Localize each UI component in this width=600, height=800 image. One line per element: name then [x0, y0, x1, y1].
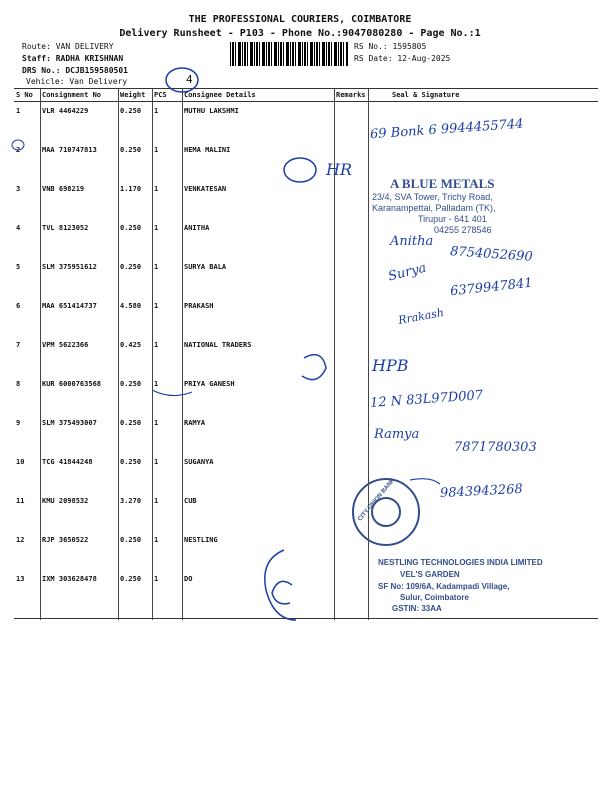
- cell-sno: 8: [16, 380, 21, 388]
- cell-consignee: MUTHU LAKSHMI: [184, 107, 239, 115]
- signature-row5a: Surya: [386, 260, 428, 285]
- cell-pcs: 1: [154, 146, 159, 154]
- signature-row4a: Anitha: [390, 234, 434, 249]
- cell-sno: 1: [16, 107, 21, 115]
- stamp-nestling-line2: SF No: 109/6A, Kadampadi Village,: [378, 582, 510, 591]
- cell-consignment-no: IXM 303628478: [42, 575, 97, 583]
- signature-row4b: 8754052690: [449, 244, 534, 265]
- cell-pcs: 1: [154, 341, 159, 349]
- cell-sno: 5: [16, 263, 21, 271]
- rs-date-label: RS Date:: [354, 54, 393, 63]
- stamp-metals-line3: Tirupur - 641 401: [418, 214, 487, 224]
- cell-pcs: 1: [154, 107, 159, 115]
- cell-sno: 9: [16, 419, 21, 427]
- rs-date-value: 12-Aug-2025: [397, 54, 451, 63]
- drs-label: DRS No.:: [22, 66, 61, 75]
- cell-consignment-no: TVL 8123052: [42, 224, 89, 232]
- cell-sno: 10: [16, 458, 25, 466]
- signature-row1: 69 Bonk 6 9944455744: [369, 116, 524, 143]
- cell-consignee: NATIONAL TRADERS: [184, 341, 252, 349]
- cell-sno: 4: [16, 224, 21, 232]
- stamp-nestling-line1: VEL'S GARDEN: [400, 570, 460, 579]
- cell-weight: 0.250: [120, 419, 142, 427]
- drs-value: DCJB159580501: [65, 66, 128, 75]
- cell-weight: 0.250: [120, 107, 142, 115]
- company-title: THE PROFESSIONAL COURIERS, COIMBATORE: [188, 14, 412, 25]
- cell-consignment-no: KMU 2098532: [42, 497, 89, 505]
- signature-row5b: 6379947841: [449, 275, 534, 300]
- cell-consignment-no: MAA 710747813: [42, 146, 97, 154]
- circle-mark: [166, 68, 198, 92]
- cell-pcs: 1: [154, 458, 159, 466]
- col-header-weight: Weight: [118, 89, 152, 102]
- circle-mark: [284, 158, 316, 182]
- cell-weight: 0.250: [120, 575, 142, 583]
- stamp-metals-line2: Karanampettai, Palladam (TK),: [372, 203, 496, 213]
- staff-label: Staff:: [22, 54, 51, 63]
- cell-consignee: CUB: [184, 497, 197, 505]
- cell-consignment-no: MAA 651414737: [42, 302, 97, 310]
- cell-weight: 0.425: [120, 341, 142, 349]
- cell-pcs: 1: [154, 575, 159, 583]
- circled-number: 4: [186, 73, 193, 86]
- cell-pcs: 1: [154, 497, 159, 505]
- underline-mark: [152, 390, 192, 396]
- route-label: Route:: [22, 42, 51, 51]
- cell-consignment-no: TCG 41844248: [42, 458, 93, 466]
- col-header-consignment: Consignment No: [40, 89, 118, 102]
- cell-weight: 0.250: [120, 536, 142, 544]
- rs-no-label: RS No.:: [354, 42, 388, 51]
- signature-row10: 9843943268: [439, 481, 524, 502]
- col-header-pcs: PCS: [152, 89, 182, 102]
- vehicle-label: Vehicle:: [26, 77, 65, 86]
- cell-consignee: SUGANYA: [184, 458, 214, 466]
- stamp-nestling-line3: Sulur, Coimbatore: [400, 593, 469, 602]
- signature-row9a: Ramya: [374, 427, 420, 442]
- rs-no-value: 1595805: [392, 42, 427, 51]
- cell-pcs: 1: [154, 263, 159, 271]
- cell-consignee: ANITHA: [184, 224, 210, 232]
- signature-row8: 12 N 83L97D007: [369, 388, 484, 411]
- route-value: VAN DELIVERY: [55, 42, 114, 51]
- stamp-metals-name: A BLUE METALS: [390, 176, 495, 191]
- stamp-bank-name: CITY UNION BANK: [357, 477, 397, 523]
- cell-weight: 0.250: [120, 263, 142, 271]
- cell-consignee: RAMYA: [184, 419, 206, 427]
- signature-row6: Rrakash: [397, 306, 445, 327]
- cell-weight: 0.250: [120, 380, 142, 388]
- stamp-metals-line4: 04255 278546: [434, 225, 492, 235]
- cell-weight: 0.250: [120, 458, 142, 466]
- signature-row2: HR: [326, 160, 352, 179]
- cell-consignee: DO: [184, 575, 193, 583]
- cell-consignment-no: VLR 4464229: [42, 107, 89, 115]
- cell-sno: 11: [16, 497, 25, 505]
- cell-sno: 2: [16, 146, 21, 154]
- cell-pcs: 1: [154, 224, 159, 232]
- ink-scribble: [272, 581, 292, 603]
- cell-sno: 12: [16, 536, 25, 544]
- cell-sno: 13: [16, 575, 25, 583]
- cell-sno: 3: [16, 185, 21, 193]
- cell-pcs: 1: [154, 185, 159, 193]
- col-header-sno: S No: [14, 89, 40, 102]
- cell-weight: 0.250: [120, 224, 142, 232]
- cell-pcs: 1: [154, 536, 159, 544]
- cell-consignee: HEMA MALINI: [184, 146, 231, 154]
- cell-consignment-no: RJP 3650522: [42, 536, 89, 544]
- vehicle-value: Van Delivery: [69, 77, 128, 86]
- col-header-seal: Seal & Signature: [368, 89, 598, 102]
- cell-weight: 3.270: [120, 497, 142, 505]
- ink-scribble: [302, 355, 326, 380]
- cell-consignee: PRIYA GANESH: [184, 380, 235, 388]
- staff-value: RADHA KRISHNAN: [55, 54, 124, 63]
- col-header-consignee: Consignee Details: [182, 89, 334, 102]
- cell-consignment-no: SLM 375493007: [42, 419, 97, 427]
- cell-consignee: NESTLING: [184, 536, 218, 544]
- col-header-remarks: Remarks: [334, 89, 368, 102]
- runsheet-line: Delivery Runsheet - P103 - Phone No.:9047080280 - Page No.:1: [119, 28, 481, 39]
- cell-weight: 1.170: [120, 185, 142, 193]
- cell-weight: 0.250: [120, 146, 142, 154]
- cell-sno: 6: [16, 302, 21, 310]
- cell-pcs: 1: [154, 419, 159, 427]
- signature-row9b: 7871780303: [454, 440, 537, 455]
- cell-consignment-no: VPM 5622366: [42, 341, 89, 349]
- stamp-nestling-line4: GSTIN: 33AA: [392, 604, 442, 613]
- cell-consignee: SURYA BALA: [184, 263, 227, 271]
- cell-consignment-no: KUR 6000763568: [42, 380, 102, 388]
- stamp-nestling-name: NESTLING TECHNOLOGIES INDIA LIMITED: [378, 558, 543, 567]
- cell-sno: 7: [16, 341, 21, 349]
- cell-weight: 4.580: [120, 302, 142, 310]
- cell-pcs: 1: [154, 380, 159, 388]
- cell-consignee: PRAKASH: [184, 302, 214, 310]
- cell-consignment-no: SLM 375951612: [42, 263, 97, 271]
- ink-scribble: [410, 479, 440, 484]
- cell-pcs: 1: [154, 302, 159, 310]
- cell-consignment-no: VNB 698219: [42, 185, 85, 193]
- cell-consignee: VENKATESAN: [184, 185, 227, 193]
- circle-mark: [12, 140, 24, 150]
- stamp-metals-line1: 23/4, SVA Tower, Trichy Road,: [372, 192, 493, 202]
- signature-row7: HPB: [372, 356, 409, 375]
